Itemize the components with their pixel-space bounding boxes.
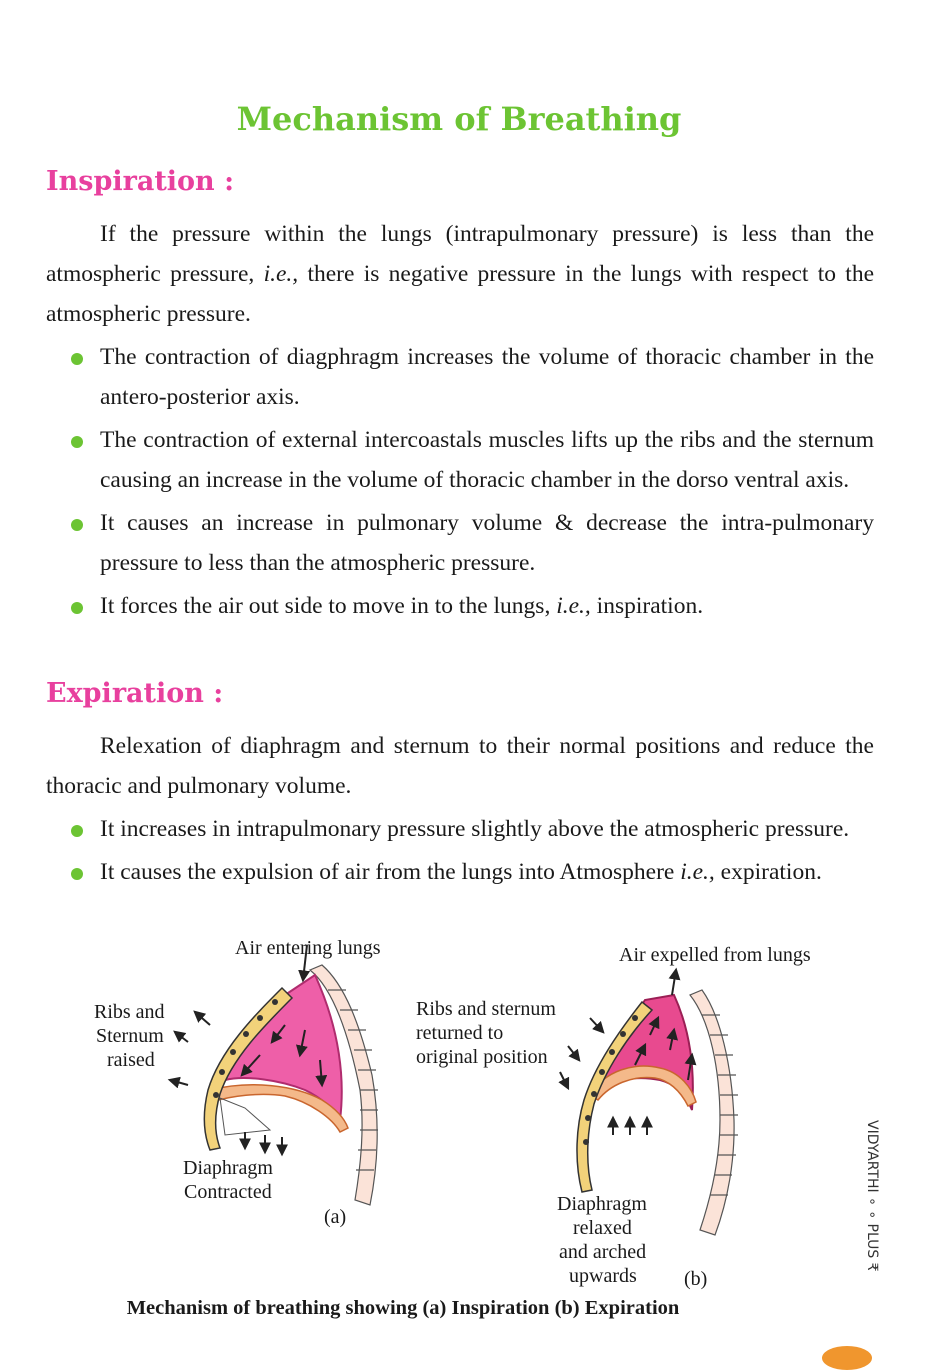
bullet-icon	[71, 825, 83, 837]
panel-b-label: (b)	[684, 1268, 708, 1290]
breathing-figure	[60, 930, 860, 1300]
bullet-icon	[71, 519, 83, 531]
air-expelled-label: Air expelled from lungs	[619, 944, 811, 966]
list-item: It causes the expulsion of air from the lungs into Atmosphere i.e., expiration.	[46, 852, 874, 892]
diaphragm-relaxed-label-3: and arched	[559, 1241, 647, 1263]
ribs-returned-label-1: Ribs and sternum	[416, 998, 556, 1020]
bullet-icon	[71, 436, 83, 448]
spine-b	[690, 990, 738, 1235]
inspiration-heading: Inspiration :	[46, 166, 235, 197]
air-entering-label: Air entering lungs	[235, 937, 381, 959]
ribs-raised-label-1: Ribs and	[94, 1001, 165, 1023]
bullet-icon	[71, 602, 83, 614]
inspiration-bullet-list	[46, 337, 874, 629]
diaphragm-relaxed-label-1: Diaphragm	[557, 1193, 647, 1215]
bullet-icon	[71, 353, 83, 365]
publisher-logo-text: VIDYARTHI ∘ ∘ PLUS ₹	[864, 1120, 880, 1272]
inspiration-intro: If the pressure within the lungs (intrapulmonary pressure) is less than the atmospheric pressure, i.e., there is negative pressure in the lungs with respect to the atmospheric pressure.	[46, 221, 875, 327]
panel-a-label: (a)	[324, 1206, 347, 1228]
page-corner-decoration	[822, 1346, 872, 1370]
bullet-icon	[71, 868, 83, 880]
expiration-intro: Relexation of diaphragm and sternum to their normal positions and reduce the thoracic and pulmonary volume.	[46, 733, 874, 799]
expiration-heading: Expiration :	[46, 678, 224, 709]
diaphragm-contracted-label-2: Contracted	[184, 1181, 272, 1203]
list-item: It forces the air out side to move in to the lungs, i.e., inspiration.	[46, 586, 874, 626]
page-title: Mechanism of Breathing	[236, 100, 682, 138]
diaphragm-relaxed-label-4: upwards	[569, 1265, 637, 1287]
diaphragm-contracted-label-1: Diaphragm	[183, 1157, 273, 1179]
ribs-returned-label-2: returned to	[416, 1022, 504, 1044]
ribs-raised-label-3: raised	[107, 1049, 155, 1071]
ribs-raised-label-2: Sternum	[96, 1025, 164, 1047]
list-item: It increases in intrapulmonary pressure slightly above the atmospheric pressure.	[46, 809, 874, 849]
expiration-bullet-list	[46, 809, 874, 895]
diaphragm-relaxed-label-2: relaxed	[573, 1217, 632, 1239]
list-item: The contraction of diagphragm increases the volume of thoracic chamber in the antero-posterior axis.	[46, 337, 874, 417]
list-item: The contraction of external intercoastals muscles lifts up the ribs and the sternum causing an increase in the volume of thoracic chamber in the dorso ventral axis.	[46, 420, 874, 500]
figure-caption: Mechanism of breathing showing (a) Inspiration (b) Expiration	[126, 1297, 680, 1319]
ribs-returned-label-3: original position	[416, 1046, 548, 1068]
list-item: It causes an increase in pulmonary volume & decrease the intra-pulmonary pressure to less than the atmospheric pressure.	[46, 503, 874, 583]
breathing-diagram	[60, 930, 860, 1300]
